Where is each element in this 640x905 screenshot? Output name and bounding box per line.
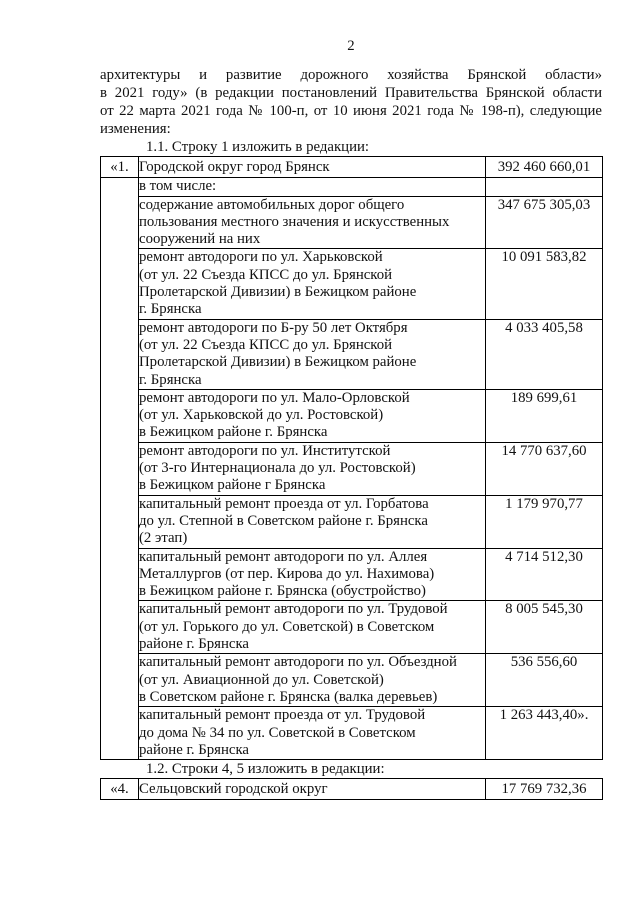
section-heading-1-1: 1.1. Строку 1 изложить в редакции: <box>146 139 370 155</box>
amount-cell: 347 675 305,03 <box>486 196 603 249</box>
amount-cell: 4 714 512,30 <box>486 548 603 601</box>
amount-cell: 1 263 443,40». <box>486 707 603 760</box>
table-row <box>101 442 603 495</box>
item-name-cell: капитальный ремонт автодороги по ул. Аллея Металлургов (от пер. Кирова до ул. Нахимова) в Бежицком районе г. Брянска (обустройство) <box>139 548 486 601</box>
amount-cell: 8 005 545,30 <box>486 601 603 654</box>
table-row <box>101 249 603 319</box>
intro-paragraph <box>100 66 602 138</box>
table-row <box>101 319 603 389</box>
table-row <box>101 178 603 196</box>
item-name-cell: ремонт автодороги по ул. Харьковской (от ул. 22 Съезда КПСС до ул. Брянской Пролетарской Дивизии) в Бежицком районе г. Брянска <box>139 249 486 319</box>
row-number-cell: «1. <box>101 157 139 178</box>
item-name-cell: ремонт автодороги по ул. Мало-Орловской (от ул. Харьковской до ул. Ростовской) в Бежицком районе г. Брянска <box>139 389 486 442</box>
table-row <box>101 196 603 249</box>
document-page <box>100 37 602 800</box>
item-name-cell: Городской округ город Брянск <box>139 157 486 178</box>
item-name-cell: в том числе: <box>139 178 486 196</box>
amount-cell: 392 460 660,01 <box>486 157 603 178</box>
item-name-cell: капитальный ремонт автодороги по ул. Трудовой (от ул. Горького до ул. Советской) в Советском районе г. Брянска <box>139 601 486 654</box>
amount-cell: 17 769 732,36 <box>486 779 603 800</box>
item-name-cell: ремонт автодороги по ул. Институтской (от 3-го Интернационала до ул. Ростовской) в Бежицком районе г Брянска <box>139 442 486 495</box>
table-row <box>101 601 603 654</box>
item-name-cell: ремонт автодороги по Б-ру 50 лет Октября (от ул. 22 Съезда КПСС до ул. Брянской Пролетарской Дивизии) в Бежицком районе г. Брянска <box>139 319 486 389</box>
row-number-cell: «4. <box>101 779 139 800</box>
item-name-cell: содержание автомобильных дорог общего пользования местного значения и искусственных сооружений на них <box>139 196 486 249</box>
intro-line: от 22 марта 2021 года № 100-п, от 10 июня 2021 года № 198-п), следующие <box>100 103 602 119</box>
table-row <box>101 654 603 707</box>
budget-table-1 <box>100 156 603 760</box>
intro-line: изменения: <box>100 121 171 137</box>
section-heading-1-2: 1.2. Строки 4, 5 изложить в редакции: <box>146 761 385 778</box>
amount-cell-empty <box>486 178 603 196</box>
item-name-cell: капитальный ремонт проезда от ул. Горбатова до ул. Степной в Советском районе г. Брянска (2 этап) <box>139 495 486 548</box>
amount-cell: 10 091 583,82 <box>486 249 603 319</box>
page-number: 2 <box>347 38 355 54</box>
table-row <box>101 157 603 178</box>
intro-line: архитектуры и развитие дорожного хозяйства Брянской области» <box>100 67 602 83</box>
row-number-cell-empty <box>101 178 139 760</box>
table-row <box>101 548 603 601</box>
amount-cell: 1 179 970,77 <box>486 495 603 548</box>
amount-cell: 536 556,60 <box>486 654 603 707</box>
table-row <box>101 495 603 548</box>
item-name-cell: капитальный ремонт проезда от ул. Трудовой до дома № 34 по ул. Советской в Советском районе г. Брянска <box>139 707 486 760</box>
table-row <box>101 707 603 760</box>
table-row <box>101 389 603 442</box>
item-name-cell: Сельцовский городской округ <box>139 779 486 800</box>
table-row <box>101 779 603 800</box>
amount-cell: 14 770 637,60 <box>486 442 603 495</box>
intro-line: в 2021 году» (в редакции постановлений Правительства Брянской области <box>100 85 602 101</box>
amount-cell: 189 699,61 <box>486 389 603 442</box>
budget-table-2 <box>100 778 603 800</box>
amount-cell: 4 033 405,58 <box>486 319 603 389</box>
item-name-cell: капитальный ремонт автодороги по ул. Объездной (от ул. Авиационной до ул. Советской) в Советском районе г. Брянска (валка деревьев) <box>139 654 486 707</box>
